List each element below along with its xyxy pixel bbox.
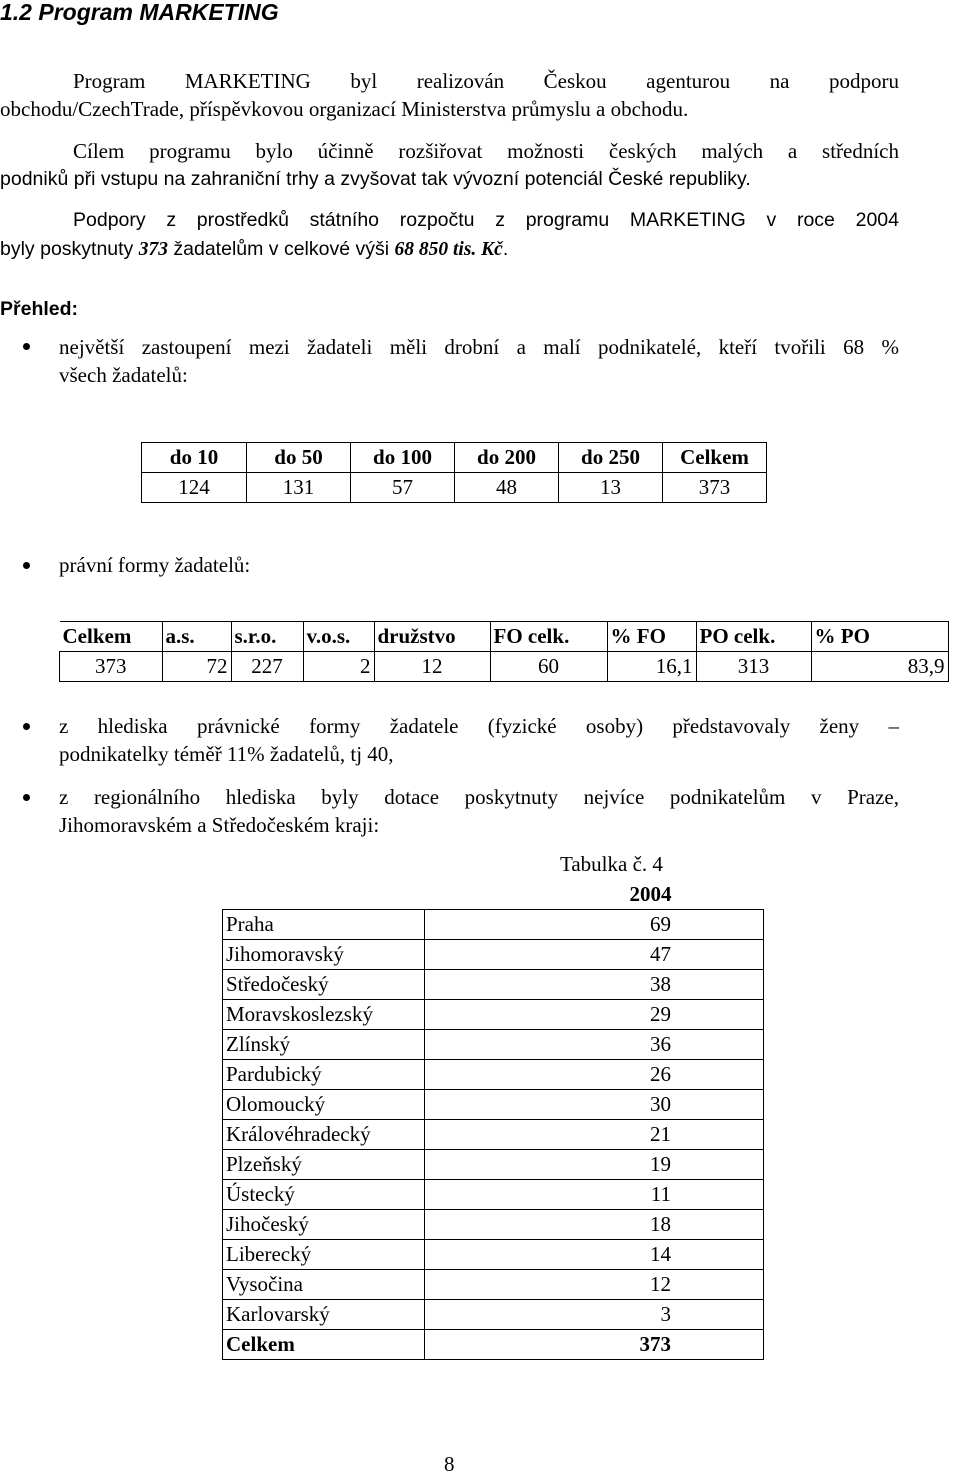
region-row xyxy=(223,1030,764,1060)
legal-value-cell: 12 xyxy=(374,652,490,682)
region-row xyxy=(223,1270,764,1300)
para3-text-a: byly poskytnuty xyxy=(0,238,139,260)
total-amount: 68 850 tis. Kč xyxy=(394,239,503,260)
size-value-cell: 373 xyxy=(663,473,767,503)
para2-line1: Cílem programu bylo účinně rozšiřovat možnosti českých malých a středních xyxy=(73,139,899,163)
legal-value-cell: 60 xyxy=(490,652,607,682)
region-row xyxy=(223,1180,764,1210)
page-number: 8 xyxy=(444,1452,455,1476)
legal-value-cell: 313 xyxy=(696,652,811,682)
legal-header-cell: Celkem xyxy=(60,622,163,652)
region-row xyxy=(223,1120,764,1150)
size-header-cell: do 100 xyxy=(351,443,455,473)
legal-header-cell: FO celk. xyxy=(490,622,607,652)
legal-header-cell: družstvo xyxy=(374,622,490,652)
region-name: Plzeňský xyxy=(223,1150,425,1180)
region-row xyxy=(223,1240,764,1270)
region-value: 12 xyxy=(425,1270,764,1300)
region-value: 11 xyxy=(425,1180,764,1210)
region-row xyxy=(223,1090,764,1120)
overview-label: Přehled: xyxy=(0,298,79,320)
para2-line2: podniků při vstupu na zahraniční trhy a zvyšovat tak vývozní potenciál České republiky. xyxy=(0,168,751,190)
para3-line2 xyxy=(0,235,508,264)
bullet4-line2: Jihomoravském a Středočeském kraji: xyxy=(59,813,380,837)
region-name: Jihomoravský xyxy=(223,940,425,970)
region-total-row xyxy=(223,1330,764,1360)
section-heading: 1.2 Program MARKETING xyxy=(0,0,279,25)
bullet2-text: právní formy žadatelů: xyxy=(59,553,251,577)
region-row xyxy=(223,940,764,970)
size-header-cell: do 50 xyxy=(247,443,351,473)
region-value: 19 xyxy=(425,1150,764,1180)
region-value: 30 xyxy=(425,1090,764,1120)
bullet-icon xyxy=(23,562,30,569)
size-value-cell: 57 xyxy=(351,473,455,503)
region-row xyxy=(223,1210,764,1240)
bullet3-line2: podnikatelky téměř 11% žadatelů, tj 40, xyxy=(59,742,394,766)
region-value: 29 xyxy=(425,1000,764,1030)
region-name: Moravskoslezský xyxy=(223,1000,425,1030)
region-name: Středočeský xyxy=(223,970,425,1000)
bullet-icon xyxy=(23,723,30,730)
region-row xyxy=(223,1000,764,1030)
size-value-cell: 13 xyxy=(559,473,663,503)
region-total-value: 373 xyxy=(425,1330,764,1360)
legal-header-cell: s.r.o. xyxy=(231,622,303,652)
bullet-icon xyxy=(23,343,30,350)
region-year-spacer xyxy=(223,880,425,910)
region-year: 2004 xyxy=(629,882,672,906)
legal-header-cell: PO celk. xyxy=(696,622,811,652)
region-name: Karlovarský xyxy=(223,1300,425,1330)
size-header-cell: do 10 xyxy=(142,443,247,473)
region-name: Zlínský xyxy=(223,1030,425,1060)
legal-header-cell: % PO xyxy=(811,622,948,652)
bullet-icon xyxy=(23,794,30,801)
bullet1-line2: všech žadatelů: xyxy=(59,363,188,387)
region-value: 18 xyxy=(425,1210,764,1240)
bullet3-line1: z hlediska právnické formy žadatele (fyzické osoby) představovaly ženy – xyxy=(59,714,899,738)
region-name: Královéhradecký xyxy=(223,1120,425,1150)
legal-header-cell: a.s. xyxy=(162,622,231,652)
size-header-cell: Celkem xyxy=(663,443,767,473)
applicant-count: 373 xyxy=(138,239,168,260)
bullet1-line1: největší zastoupení mezi žadateli měli drobní a malí podnikatelé, kteří tvořili 68 % xyxy=(59,335,899,359)
region-name: Jihočeský xyxy=(223,1210,425,1240)
legal-header-cell: v.o.s. xyxy=(303,622,374,652)
para1-line1: Program MARKETING byl realizován Českou agenturou na podporu xyxy=(73,69,899,93)
legal-value-cell: 227 xyxy=(231,652,303,682)
size-table-value-row xyxy=(142,473,767,503)
para3-text-c: žadatelům v celkové výši xyxy=(167,238,395,260)
legal-forms-table xyxy=(59,621,949,682)
legal-value-cell: 72 xyxy=(162,652,231,682)
region-row xyxy=(223,910,764,940)
region-name: Ústecký xyxy=(223,1180,425,1210)
legal-value-cell: 373 xyxy=(60,652,163,682)
region-value: 47 xyxy=(425,940,764,970)
legal-table-header-row xyxy=(60,622,949,652)
region-name: Liberecký xyxy=(223,1240,425,1270)
size-value-cell: 124 xyxy=(142,473,247,503)
size-table-header-row xyxy=(142,443,767,473)
size-table xyxy=(141,442,767,503)
legal-value-cell: 16,1 xyxy=(607,652,696,682)
legal-table-value-row xyxy=(60,652,949,682)
para1-line2: obchodu/CzechTrade, příspěvkovou organizací Ministerstva průmyslu a obchodu. xyxy=(0,97,689,121)
region-value: 3 xyxy=(425,1300,764,1330)
region-row xyxy=(223,1300,764,1330)
para3-text-e: . xyxy=(502,238,509,260)
region-value: 14 xyxy=(425,1240,764,1270)
legal-value-cell: 83,9 xyxy=(811,652,948,682)
size-header-cell: do 250 xyxy=(559,443,663,473)
region-row xyxy=(223,1150,764,1180)
region-name: Olomoucký xyxy=(223,1090,425,1120)
legal-header-cell: % FO xyxy=(607,622,696,652)
region-value: 21 xyxy=(425,1120,764,1150)
para3-line1: Podpory z prostředků státního rozpočtu z programu MARKETING v roce 2004 xyxy=(73,209,899,231)
region-row xyxy=(223,1060,764,1090)
region-value: 36 xyxy=(425,1030,764,1060)
region-table xyxy=(222,880,764,1360)
size-value-cell: 48 xyxy=(455,473,559,503)
region-name: Praha xyxy=(223,910,425,940)
region-value: 38 xyxy=(425,970,764,1000)
legal-value-cell: 2 xyxy=(303,652,374,682)
region-name: Pardubický xyxy=(223,1060,425,1090)
region-value: 69 xyxy=(425,910,764,940)
table-caption: Tabulka č. 4 xyxy=(560,852,663,876)
size-value-cell: 131 xyxy=(247,473,351,503)
region-name: Vysočina xyxy=(223,1270,425,1300)
region-value: 26 xyxy=(425,1060,764,1090)
region-year-row xyxy=(223,880,764,910)
size-header-cell: do 200 xyxy=(455,443,559,473)
region-total-label: Celkem xyxy=(223,1330,425,1360)
bullet4-line1: z regionálního hlediska byly dotace poskytnuty nejvíce podnikatelům v Praze, xyxy=(59,785,899,809)
region-row xyxy=(223,970,764,1000)
